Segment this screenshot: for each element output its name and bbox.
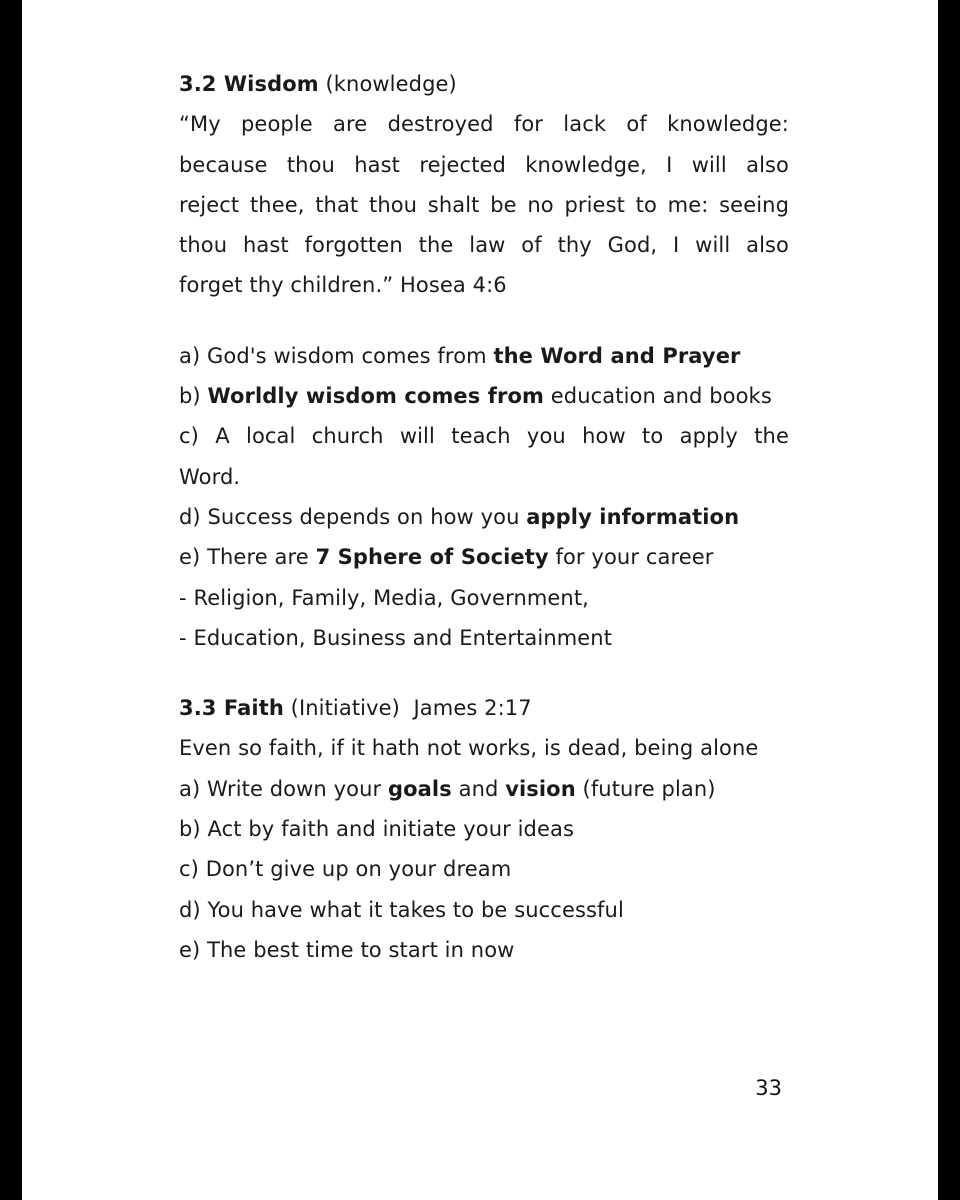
wisdom-point-c-cont: Word. (179, 464, 241, 489)
wisdom-point-e (179, 537, 789, 577)
point-text: for your career (548, 545, 714, 570)
section-subtitle-wisdom: (knowledge) (325, 72, 457, 96)
paragraph-gap (179, 658, 789, 688)
faith-point-d: d) You have what it takes to be successful (179, 897, 624, 922)
section-heading-wisdom (179, 64, 789, 104)
wisdom-point-d (179, 497, 789, 537)
point-text: and (451, 776, 506, 801)
point-text: e) There are (179, 545, 316, 570)
point-text: d) Success depends on how you (179, 504, 527, 529)
wisdom-point-c: c) A local church will teach you how to apply the (179, 424, 789, 449)
point-text: education and books (544, 384, 772, 409)
point-text: a) God's wisdom comes from (179, 343, 494, 368)
quote-line: reject thee, that thou shalt be no priest to me: seeing (179, 192, 789, 217)
quote-line: because thou hast rejected knowledge, I will also (179, 152, 789, 177)
wisdom-point-a (179, 336, 789, 376)
quote-line: “My people are destroyed for lack of knowledge: (179, 112, 789, 137)
section-title-wisdom: 3.2 Wisdom (179, 72, 319, 96)
wisdom-point-b (179, 376, 789, 416)
point-emphasis: Worldly wisdom comes from (207, 384, 544, 409)
point-text: (future plan) (575, 776, 716, 801)
point-emphasis: 7 Sphere of Society (315, 545, 549, 570)
point-text: a) Write down your (179, 776, 388, 801)
faith-point-e: e) The best time to start in now (179, 937, 515, 962)
page-content (179, 64, 789, 970)
section-subtitle-faith: (Initiative) (290, 696, 400, 721)
section-title-faith: 3.3 Faith (179, 696, 284, 721)
faith-point-b: b) Act by faith and initiate your ideas (179, 817, 575, 842)
page-number: 33 (755, 1076, 782, 1100)
quote-line-last: forget thy children.” Hosea 4:6 (179, 273, 507, 298)
section-heading-faith (179, 688, 789, 728)
paragraph-gap (179, 306, 789, 336)
faith-verse: Even so faith, if it hath not works, is dead, being alone (179, 736, 759, 761)
point-emphasis: goals (388, 776, 452, 801)
point-emphasis: apply information (526, 504, 740, 529)
spheres-line: - Education, Business and Entertainment (179, 625, 613, 650)
scripture-reference: James 2:17 (413, 696, 532, 721)
spheres-line: - Religion, Family, Media, Government, (179, 585, 589, 610)
point-emphasis: the Word and Prayer (493, 343, 741, 368)
book-page (22, 0, 938, 1200)
faith-point-a (179, 769, 789, 809)
point-text: b) (179, 384, 208, 409)
faith-point-c: c) Don’t give up on your dream (179, 857, 512, 882)
quote-line: thou hast forgotten the law of thy God, I will also (179, 233, 789, 258)
point-emphasis: vision (505, 776, 576, 801)
